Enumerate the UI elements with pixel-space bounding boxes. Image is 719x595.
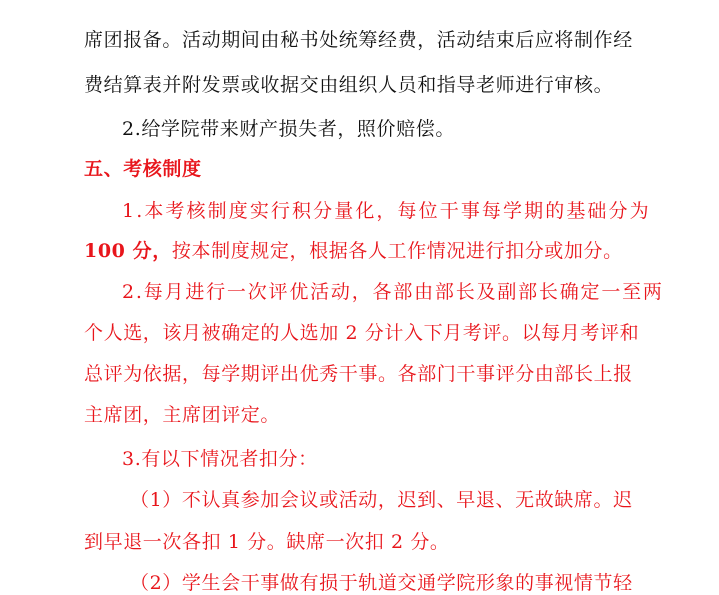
paragraph-line: 席团报备。活动期间由秘书处统筹经费，活动结束后应将制作经 <box>84 29 633 51</box>
paragraph-line <box>84 239 623 263</box>
bold-score: 100 分， <box>84 240 172 262</box>
paragraph-line: （1）不认真参加会议或活动，迟到、早退、无故缺席。迟 <box>130 489 633 511</box>
paragraph-line: 个人选，该月被确定的人选加 2 分计入下月考评。以每月考评和 <box>84 322 640 344</box>
paragraph-line: 费结算表并附发票或收据交由组织人员和指导老师进行审核。 <box>84 74 614 96</box>
paragraph-line: （2）学生会干事做有损于轨道交通学院形象的事视情节轻 <box>130 572 633 594</box>
paragraph-line: 3.有以下情况者扣分： <box>122 448 318 470</box>
line-text: 按本制度规定，根据各人工作情况进行扣分或加分。 <box>171 240 623 262</box>
paragraph-line: 2.给学院带来财产损失者，照价赔偿。 <box>122 118 455 140</box>
paragraph-line: 1.本考核制度实行积分量化，每位干事每学期的基础分为 <box>122 200 651 222</box>
paragraph-line: 2.每月进行一次评优活动，各部由部长及副部长确定一至两 <box>122 281 664 303</box>
section-heading: 五、考核制度 <box>84 158 202 180</box>
paragraph-line: 总评为依据，每学期评出优秀干事。各部门干事评分由部长上报 <box>84 363 633 385</box>
paragraph-line: 主席团，主席团评定。 <box>84 404 281 426</box>
paragraph-line: 到早退一次各扣 1 分。缺席一次扣 2 分。 <box>84 531 450 553</box>
